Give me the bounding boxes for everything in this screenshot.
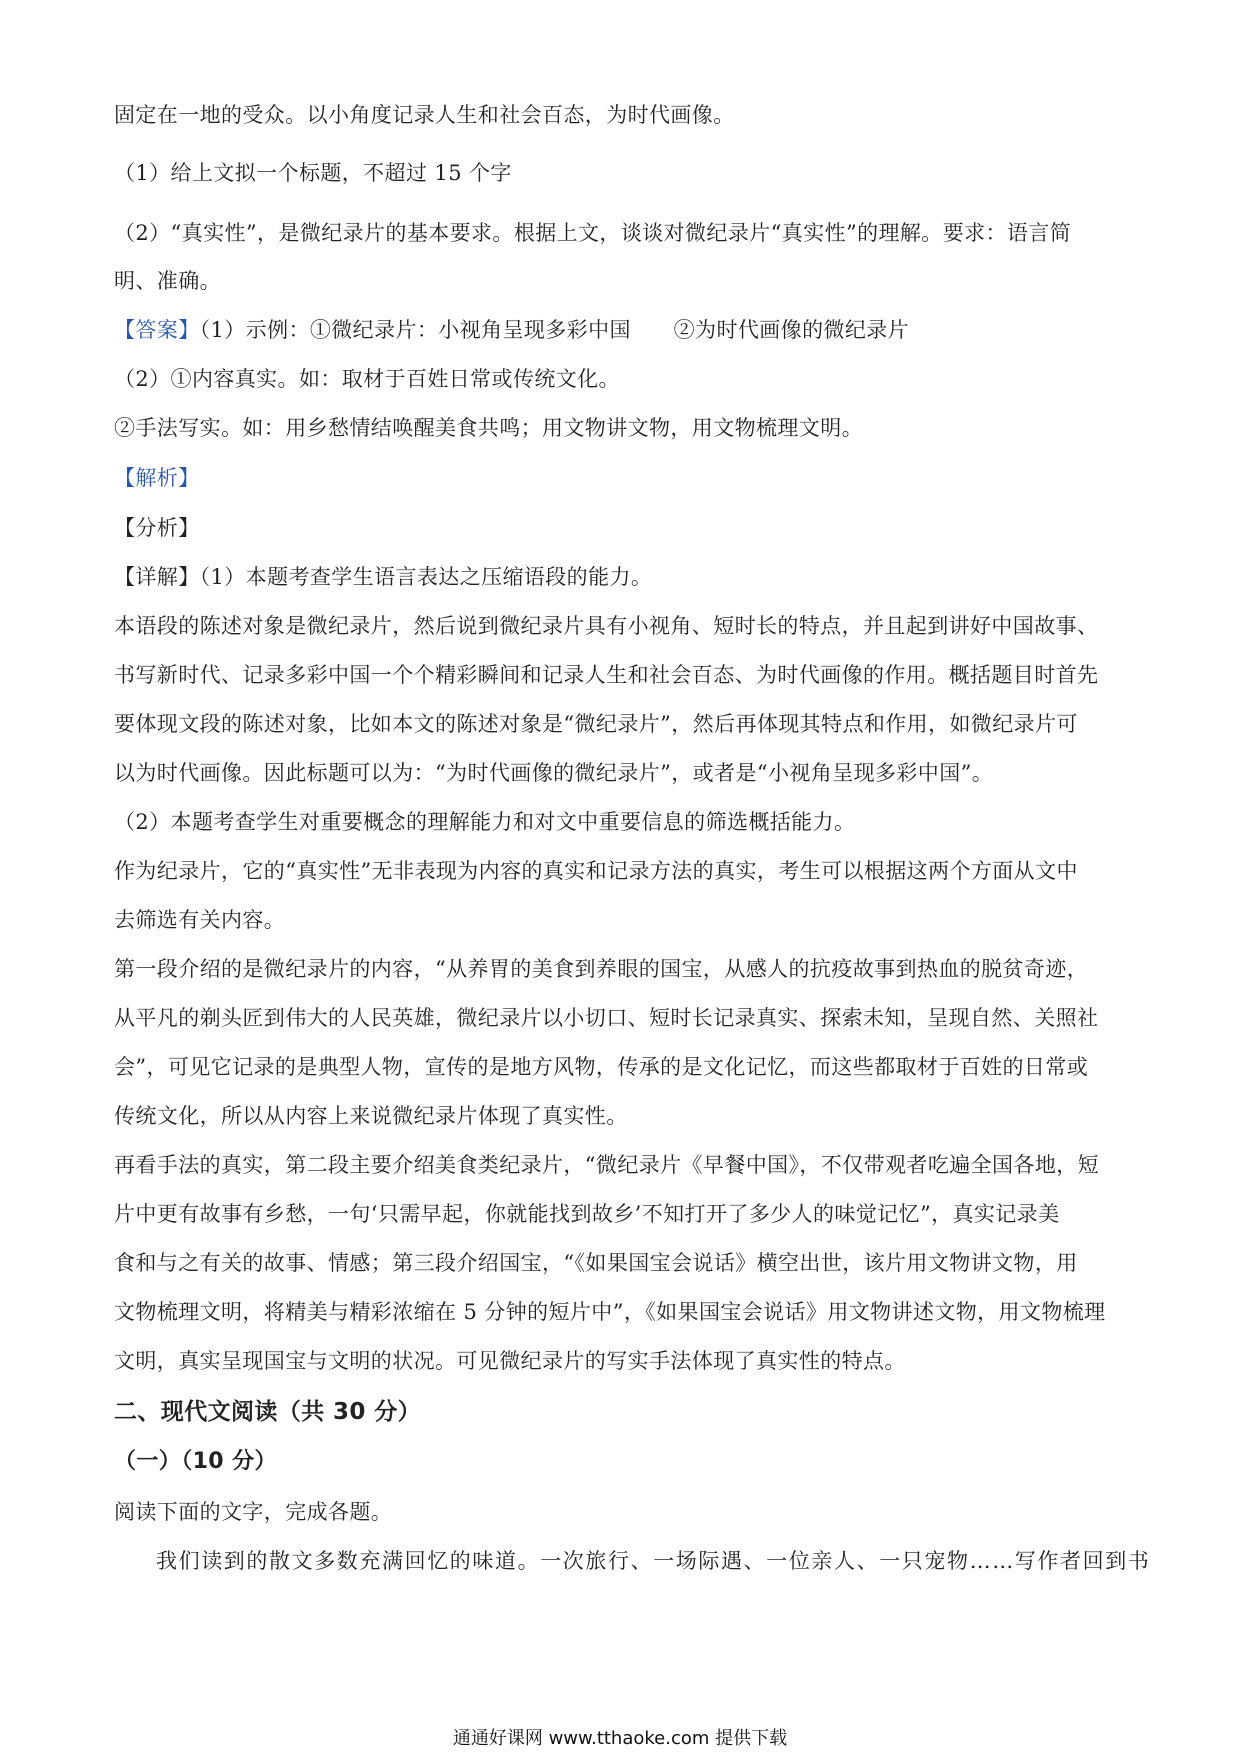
- explanation-line: 本语段的陈述对象是微纪录片，然后说到微纪录片具有小视角、短时长的特点，并且起到讲好中国故事、: [114, 614, 1099, 638]
- subsection-heading: （一）（10 分）: [114, 1449, 277, 1474]
- detail-label: 【详解】: [114, 565, 200, 589]
- fenxi-label: 【分析】: [114, 516, 200, 540]
- answer-line-3: ②手法写实。如：用乡愁情结唤醒美食共鸣；用文物讲文物，用文物梳理文明。: [114, 416, 863, 440]
- explanation-line: 从平凡的剃头匠到伟大的人民英雄，微纪录片以小切口、短时长记录真实、探索未知，呈现自然、关照社: [114, 1006, 1099, 1030]
- explanation-line: 作为纪录片，它的“真实性”无非表现为内容的真实和记录方法的真实，考生可以根据这两个方面从文中: [114, 859, 1078, 883]
- explanation-line: 去筛选有关内容。: [114, 908, 286, 932]
- explanation-line: 片中更有故事有乡愁，一句‘只需早起，你就能找到故乡’不知打开了多少人的味觉记忆”，真实记录美: [114, 1202, 1060, 1226]
- instruction-text: 阅读下面的文字，完成各题。: [114, 1500, 393, 1524]
- explanation-line: 要体现文段的陈述对象，比如本文的陈述对象是“微纪录片”，然后再体现其特点和作用，如微纪录片可: [114, 712, 1078, 736]
- explanation-line: 再看手法的真实，第二段主要介绍美食类纪录片，“微纪录片《早餐中国》，不仅带观者吃遍全国各地，短: [114, 1153, 1100, 1177]
- explanation-line: 文明，真实呈现国宝与文明的状况。可见微纪录片的写实手法体现了真实性的特点。: [114, 1349, 906, 1373]
- explanation-line: 书写新时代、记录多彩中国一个个精彩瞬间和记录人生和社会百态、为时代画像的作用。概括题目时首先: [114, 663, 1099, 687]
- section-heading: 二、现代文阅读（共 30 分）: [114, 1399, 422, 1425]
- question-2-line-1: （2）“真实性”，是微纪录片的基本要求。根据上文，谈谈对微纪录片“真实性”的理解。要求：语言简: [114, 221, 1072, 245]
- detail-text: （1）本题考查学生语言表达之压缩语段的能力。: [199, 565, 653, 589]
- footer-watermark: 通通好课网 www.tthaoke.com 提供下载: [452, 1728, 788, 1749]
- explanation-line: （2）本题考查学生对重要概念的理解能力和对文中重要信息的筛选概括能力。: [114, 810, 856, 834]
- explanation-line: 会”，可见它记录的是典型人物，宣传的是地方风物，传承的是文化记忆，而这些都取材于百姓的日常或: [114, 1055, 1089, 1079]
- analysis-label: 【解析】: [114, 466, 200, 490]
- passage-line: 我们读到的散文多数充满回忆的味道。一次旅行、一场际遇、一位亲人、一只宠物……写作者回到书: [156, 1549, 1151, 1573]
- answer-line-1: [114, 315, 1130, 345]
- question-1: （1）给上文拟一个标题，不超过 15 个字: [114, 161, 512, 185]
- explanation-line: 文物梳理文明，将精美与精彩浓缩在 5 分钟的短片中”，《如果国宝会说话》用文物讲述文物，用文物梳理: [114, 1300, 1106, 1324]
- question-2-line-2: 明、准确。: [114, 269, 221, 293]
- answer-line-2: （2）①内容真实。如：取材于百姓日常或传统文化。: [114, 367, 620, 391]
- explanation-line: 以为时代画像。因此标题可以为：“为时代画像的微纪录片”，或者是“小视角呈现多彩中国”。: [114, 761, 994, 785]
- explanation-line: 传统文化，所以从内容上来说微纪录片体现了真实性。: [114, 1104, 628, 1128]
- detail-line-1: [114, 562, 1130, 592]
- answer-text: （1）示例：①微纪录片：小视角呈现多彩中国 ②为时代画像的微纪录片: [199, 318, 910, 342]
- explanation-line: 食和与之有关的故事、情感；第三段介绍国宝，“《如果国宝会说话》横空出世，该片用文物讲文物，用: [114, 1251, 1078, 1275]
- answer-label: 【答案】: [114, 318, 200, 342]
- explanation-line: 第一段介绍的是微纪录片的内容，“从养胃的美食到养眼的国宝，从感人的抗疫故事到热血的脱贫奇迹，: [114, 957, 1089, 981]
- text-line: 固定在一地的受众。以小角度记录人生和社会百态，为时代画像。: [114, 103, 735, 127]
